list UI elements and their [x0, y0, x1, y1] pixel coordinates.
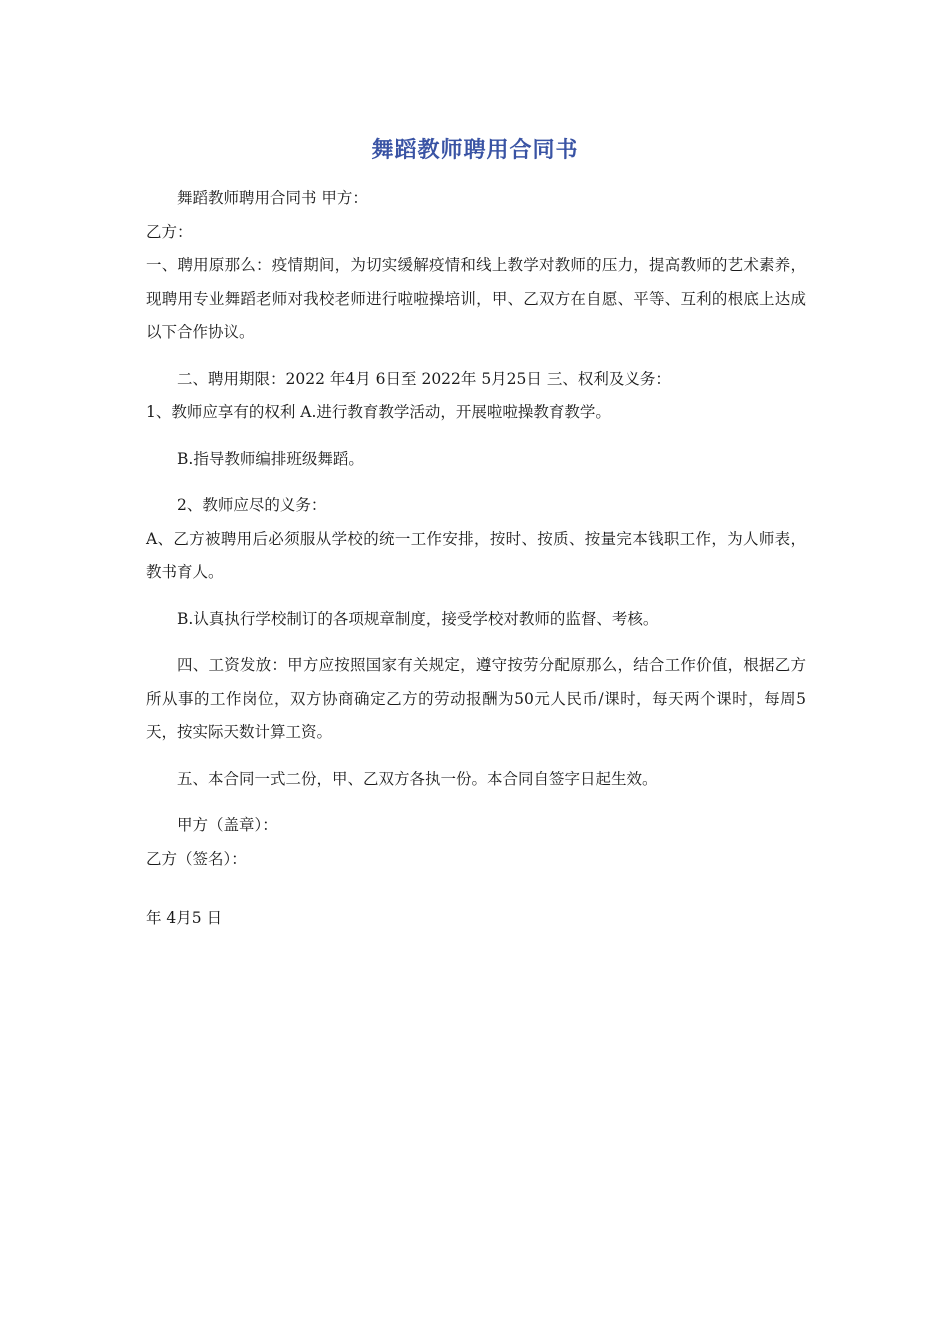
document-body: [146, 182, 806, 936]
paragraph-duties: 2、教师应尽的义务：: [177, 496, 327, 514]
paragraph-copies: 五、本合同一式二份，甲、乙双方各执一份。本合同自签字日起生效。: [177, 769, 658, 788]
paragraph-principle: 一、聘用原那么：疫情期间，为切实缓解疫情和线上教学对教师的压力，提高教师的艺术素养，现聘用专业舞蹈老师对我校老师进行啦啦操培训，甲、乙双方在自愿、平等、互利的根底上达成以下合作协议。: [146, 256, 806, 341]
paragraph-rights: 1、教师应享有的权利 A.进行教育教学活动，开展啦啦操教育教学。: [146, 403, 611, 421]
document-title: 舞蹈教师聘用合同书: [371, 138, 579, 163]
paragraph-salary: 四、工资发放：甲方应按照国家有关规定，遵守按劳分配原那么，结合工作价值，根据乙方所从事的工作岗位，双方协商确定乙方的劳动报酬为50元人民币/课时，每天两个课时，每周5天，按实际天数计算工资。: [146, 656, 806, 741]
paragraph-heading-party-a: 舞蹈教师聘用合同书 甲方：: [177, 189, 368, 207]
paragraph-rights-b: B.指导教师编排班级舞蹈。: [177, 449, 364, 468]
paragraph-party-b: 乙方：: [146, 222, 193, 241]
paragraph-term: 二、聘用期限：2022 年4月 6日至 2022年 5月25日 三、权利及义务：: [177, 369, 671, 388]
signature-date: 年 4月5 日: [146, 909, 223, 927]
paragraph-duties-b: B.认真执行学校制订的各项规章制度，接受学校对教师的监督、考核。: [177, 609, 659, 628]
paragraph-duties-a: A、乙方被聘用后必须服从学校的统一工作安排，按时、按质、按量完本钱职工作，为人师表，教书育人。: [146, 529, 806, 581]
signature-party-b: 乙方（签名）：: [146, 849, 247, 868]
signature-party-a: 甲方（盖章）：: [177, 816, 278, 834]
